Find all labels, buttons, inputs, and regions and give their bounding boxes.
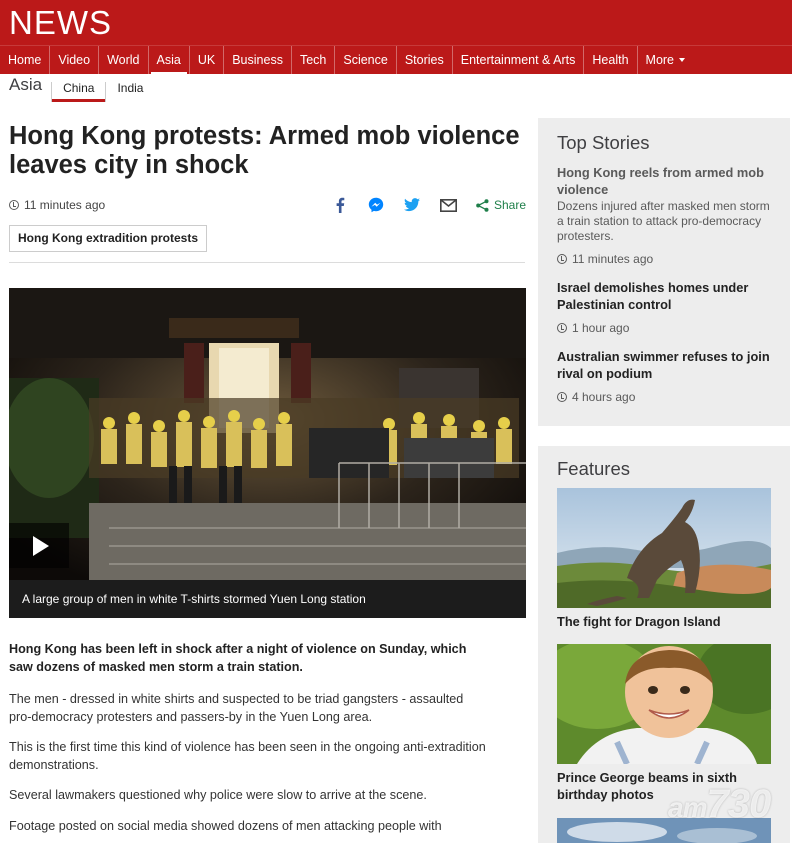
feature-item-2[interactable]: [557, 644, 771, 803]
masthead: [0, 0, 792, 45]
nav-item-video[interactable]: Video: [50, 46, 99, 75]
clock-icon: [557, 323, 567, 333]
watermark-prefix: am: [668, 792, 707, 823]
play-icon: [33, 536, 49, 556]
nav-item-business[interactable]: Business: [224, 46, 292, 75]
nav-item-stories[interactable]: Stories: [397, 46, 453, 75]
top-story-time: [557, 252, 777, 266]
more-label: More: [645, 52, 675, 67]
email-icon[interactable]: [430, 196, 466, 214]
image-caption: A large group of men in white T-shirts stormed Yuen Long station: [9, 580, 526, 618]
top-story-time-text: 11 minutes ago: [572, 252, 654, 266]
feature-item-1[interactable]: [557, 488, 771, 630]
top-story-summary: Dozens injured after masked men storm a train station to attack pro-democracy protesters.: [557, 199, 770, 243]
nav-item-asia[interactable]: Asia: [149, 46, 190, 75]
article-timestamp: [9, 198, 105, 212]
article-lead: Hong Kong has been left in shock after a night of violence on Sunday, which saw dozens of masked men storm a train station.: [9, 642, 467, 674]
share-button[interactable]: [476, 198, 526, 212]
divider: [9, 262, 525, 263]
nav-item-tech[interactable]: Tech: [292, 46, 335, 75]
subnav-item-india[interactable]: India: [105, 82, 154, 102]
top-story-2[interactable]: [557, 279, 777, 335]
section-title[interactable]: Asia: [9, 75, 43, 94]
komodo-dragon-image: [557, 488, 771, 608]
primary-nav: [0, 45, 792, 74]
top-story-time-text: 1 hour ago: [572, 321, 630, 335]
nav-item-uk[interactable]: UK: [190, 46, 224, 75]
subnav-item-china[interactable]: China: [51, 82, 105, 102]
twitter-icon[interactable]: [394, 196, 430, 214]
yuen-long-station-photo: [9, 288, 526, 580]
feature-caption[interactable]: Prince George beams in sixth birthday photos: [557, 770, 737, 802]
messenger-icon[interactable]: [358, 196, 394, 214]
top-story-headline[interactable]: Israel demolishes homes under Palestinian control: [557, 280, 749, 312]
topic-tag[interactable]: Hong Kong extradition protests: [9, 225, 207, 252]
article-paragraph: Footage posted on social media showed dozens of men attacking people with: [9, 818, 442, 833]
article-paragraph: Several lawmakers questioned why police were slow to arrive at the scene.: [9, 788, 427, 802]
top-story-headline[interactable]: Australian swimmer refuses to join rival on podium: [557, 349, 770, 381]
top-story-time-text: 4 hours ago: [572, 390, 636, 404]
feature-image[interactable]: [557, 644, 771, 764]
top-story-time: [557, 321, 777, 335]
prince-george-image: [557, 644, 771, 764]
share-icon: [476, 199, 489, 212]
features-title: Features: [557, 458, 631, 479]
article-video-thumbnail[interactable]: [9, 288, 526, 580]
nav-item-science[interactable]: Science: [335, 46, 396, 75]
top-story-headline[interactable]: Hong Kong reels from armed mob violence: [557, 165, 764, 197]
clock-icon: [9, 200, 19, 210]
nav-item-more[interactable]: [638, 46, 693, 75]
caret-down-icon: [679, 58, 685, 62]
top-story-time: [557, 390, 777, 404]
watermark-number: 730: [706, 782, 771, 826]
article-body: [9, 641, 489, 843]
top-stories-panel: [538, 118, 790, 426]
article-paragraph: The men - dressed in white shirts and suspected to be triad gangsters - assaulted pro-democracy protesters and passers-by in the Yuen Long area.: [9, 692, 464, 724]
nav-item-home[interactable]: Home: [0, 46, 50, 75]
top-stories-title: Top Stories: [557, 132, 650, 153]
share-label: Share: [494, 198, 527, 212]
top-story-1[interactable]: [557, 164, 777, 266]
clock-icon: [557, 254, 567, 264]
timestamp-text: 11 minutes ago: [24, 198, 106, 212]
nav-item-health[interactable]: Health: [584, 46, 637, 75]
section-subnav: [0, 74, 792, 102]
play-video-button[interactable]: [9, 523, 69, 568]
am730-watermark: [668, 782, 770, 827]
top-story-3[interactable]: [557, 348, 777, 404]
facebook-icon[interactable]: [322, 196, 358, 214]
feature-caption[interactable]: The fight for Dragon Island: [557, 614, 721, 629]
feature-image[interactable]: [557, 488, 771, 608]
share-tools: [322, 196, 526, 214]
nav-item-world[interactable]: World: [99, 46, 148, 75]
article-paragraph: This is the first time this kind of violence has been seen in the ongoing anti-extradition demonstrations.: [9, 740, 486, 772]
nav-item-entertainment-arts[interactable]: Entertainment & Arts: [453, 46, 585, 75]
news-logo[interactable]: NEWS: [9, 4, 112, 41]
clock-icon: [557, 392, 567, 402]
article-meta: [9, 196, 525, 214]
article-headline: Hong Kong protests: Armed mob violence leaves city in shock: [9, 122, 520, 179]
